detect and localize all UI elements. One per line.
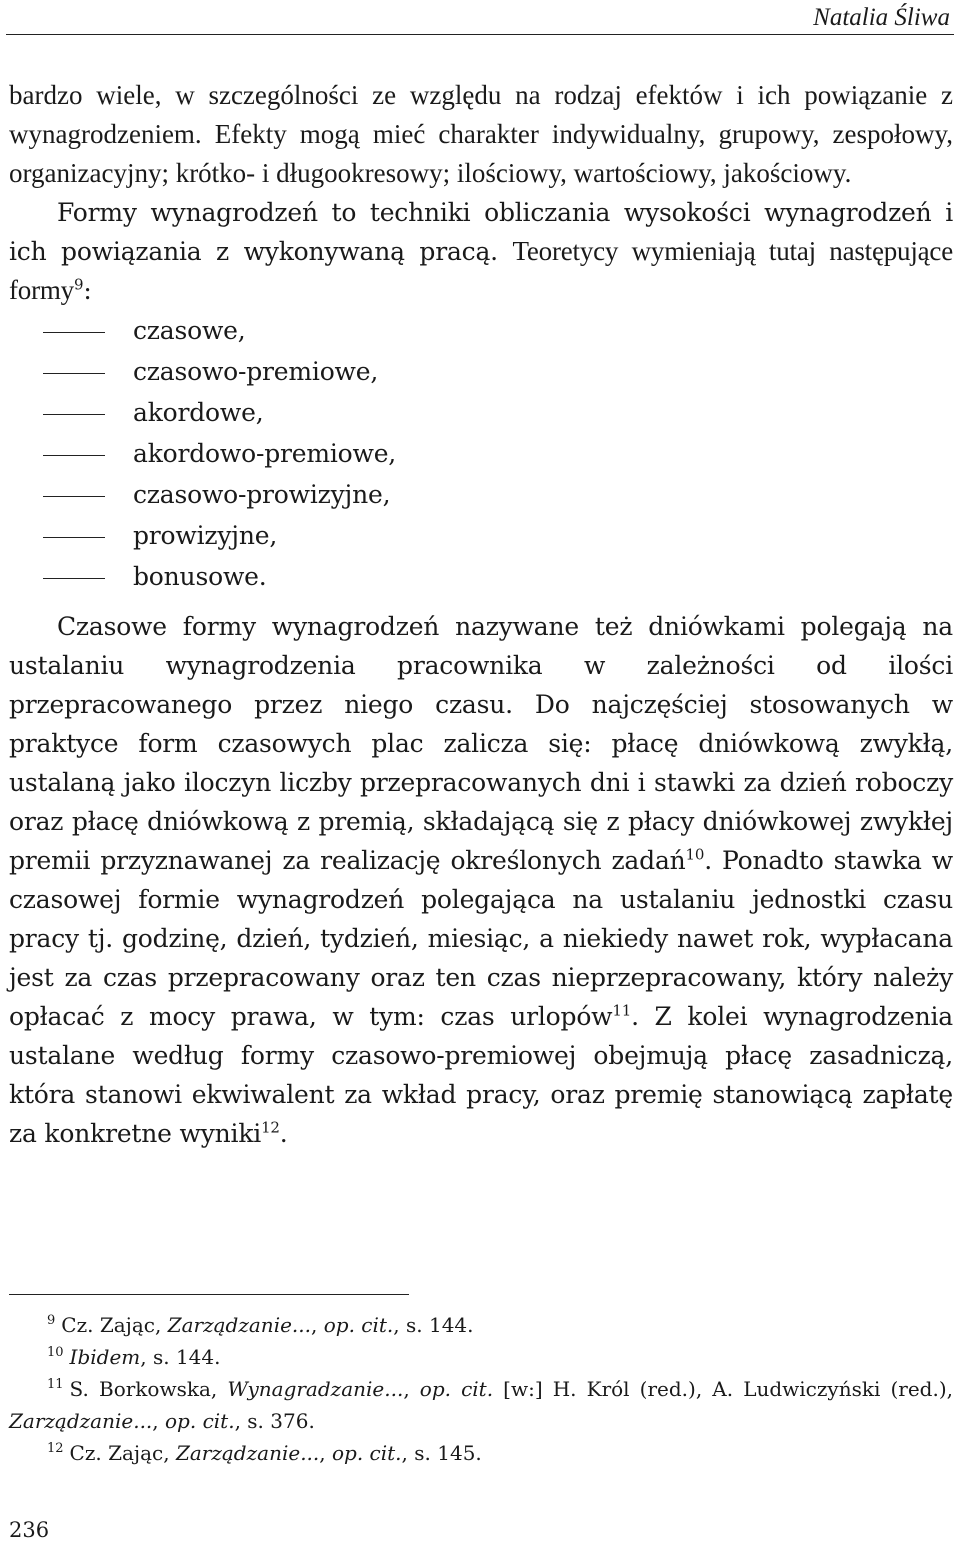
- dash-marker: [43, 496, 105, 497]
- fn-text: ,: [152, 1409, 166, 1433]
- list-item-text: prowizyjne,: [133, 521, 278, 550]
- footnote-12: 12 Cz. Zając, Zarządzanie..., op. cit., s. 145.: [47, 1441, 482, 1465]
- fn-title: Zarządzanie...: [9, 1409, 153, 1433]
- fn-text: , s. 145.: [401, 1441, 482, 1465]
- fn-text: , s. 376.: [234, 1409, 315, 1433]
- dash-marker: [43, 578, 105, 579]
- fn-text: Cz. Zając,: [61, 1313, 168, 1337]
- list-item: [9, 474, 953, 515]
- para2-part2: . Ponadto stawka w czasowej formie wynagrodzeń polegająca na ustalaniu jednostki czasu pracy tj. godzinę, dzień, tydzień, miesiąc, a niekiedy nawet rok, wypłacana jest za czas przepracowany oraz ten czas nieprzepracowany, który należy opłacać z mocy prawa, w tym: czas urlopów: [9, 846, 953, 1031]
- list-item: [9, 351, 953, 392]
- footnote-11: 11 S. Borkowska, Wynagradzanie..., op. cit. [w:] H. Król (red.), A. Ludwiczyński (red.), Zarządzanie..., op. cit., s. 376.: [9, 1377, 953, 1433]
- dash-marker: [43, 373, 105, 374]
- footnote-ref-10[interactable]: 10: [685, 845, 705, 864]
- list-item: [9, 433, 953, 474]
- list-item: [9, 310, 953, 351]
- footnote-10: 10 Ibidem, s. 144.: [47, 1345, 221, 1369]
- running-header: [6, 0, 954, 35]
- fn-text: , s. 144.: [140, 1345, 221, 1369]
- list-item-text: czasowo-premiowe,: [133, 357, 379, 386]
- header-author: Natalia Śliwa: [813, 4, 950, 31]
- footnotes: [9, 1309, 953, 1469]
- para2-part1: Czasowe formy wynagrodzeń nazywane też dniówkami polegają na ustalaniu wynagrodzenia pracownika w zależności od ilości przepracowanego przez niego czasu. Do najczęściej stosowanych w praktyce form czasowych plac zalicza się: płacę dniówkową zwykłą, ustalaną jako iloczyn liczby przepracowanych dni i stawki za dzień roboczy oraz płacę dniówkową z premią, składającą się z płacy dniówkowej zwykłej premii przyznawanej za realizację określonych zadań: [9, 612, 953, 875]
- intro-text: bardzo wiele, w szczególności ze względu na rodzaj efektów i ich powiązanie z wynagrodzeniem. Efekty mogą mieć charakter indywidualny, grupowy, zespołowy, organizacyjny; krótko- i długookresowy; ilościowy, wartościowy, jakościowy.: [9, 80, 953, 188]
- footnote-ref-12[interactable]: 12: [261, 1118, 280, 1137]
- dash-marker: [43, 332, 105, 333]
- fn-opcit: op. cit.: [419, 1377, 494, 1401]
- paragraph-intro: [9, 76, 953, 310]
- list-item-text: akordowe,: [133, 398, 264, 427]
- fn-text: ,: [311, 1313, 324, 1337]
- page-number: 236: [9, 1518, 50, 1542]
- fn-title: Ibidem: [69, 1345, 141, 1369]
- footnote-9: 9 Cz. Zając, Zarządzanie..., op. cit., s. 144.: [47, 1313, 474, 1337]
- list-item-text: akordowo-premiowe,: [133, 439, 397, 468]
- fn-text: ,: [319, 1441, 332, 1465]
- footnote-ref-9[interactable]: 9: [73, 275, 84, 294]
- para2-part3: . Z kolei wynagrodzenia ustalane według formy czasowo-premiowej obejmują płacę zasadniczą, która stanowi ekwiwalent za wkład pracy, oraz premię stanowiącą zapłatę za konkretne wyniki: [9, 1002, 953, 1148]
- fn-opcit: op. cit.: [331, 1441, 402, 1465]
- footnote-ref-11[interactable]: 11: [612, 1001, 632, 1020]
- list-item: [9, 392, 953, 433]
- main-text: [9, 76, 953, 1153]
- fn-title: Wynagradzanie...: [227, 1377, 404, 1401]
- dash-marker: [43, 455, 105, 456]
- paragraph-time-based: [9, 607, 953, 1153]
- fn-text: ,: [403, 1377, 420, 1401]
- dash-marker: [43, 537, 105, 538]
- dash-marker: [43, 414, 105, 415]
- forms-definition: Formy wynagrodzeń to techniki obliczania wysokości wynagrodzeń i ich powiązania z wykonywaną pracą.: [9, 198, 953, 266]
- fn-text: S. Borkowska,: [69, 1377, 228, 1401]
- list-item-text: czasowo-prowizyjne,: [133, 480, 391, 509]
- fn-text: , s. 144.: [393, 1313, 474, 1337]
- fn-opcit: op. cit.: [323, 1313, 394, 1337]
- footnote-separator: [9, 1294, 409, 1295]
- list-item: [9, 556, 953, 597]
- list-item-text: bonusowe.: [133, 562, 267, 591]
- fn-title: Zarządzanie...: [167, 1313, 311, 1337]
- fn-text: Cz. Zając,: [69, 1441, 176, 1465]
- list-item: [9, 515, 953, 556]
- fn-opcit: op. cit.: [165, 1409, 235, 1433]
- fn-title: Zarządzanie...: [175, 1441, 320, 1465]
- forms-intro: Teoretycy wymieniają tutaj następujące formy: [9, 236, 953, 305]
- para2-end: .: [279, 1119, 288, 1148]
- colon: :: [83, 276, 92, 305]
- forms-list: [9, 310, 953, 597]
- fn-text: [w:] H. Król (red.), A. Ludwiczyński (red.),: [493, 1377, 953, 1401]
- list-item-text: czasowe,: [133, 316, 246, 345]
